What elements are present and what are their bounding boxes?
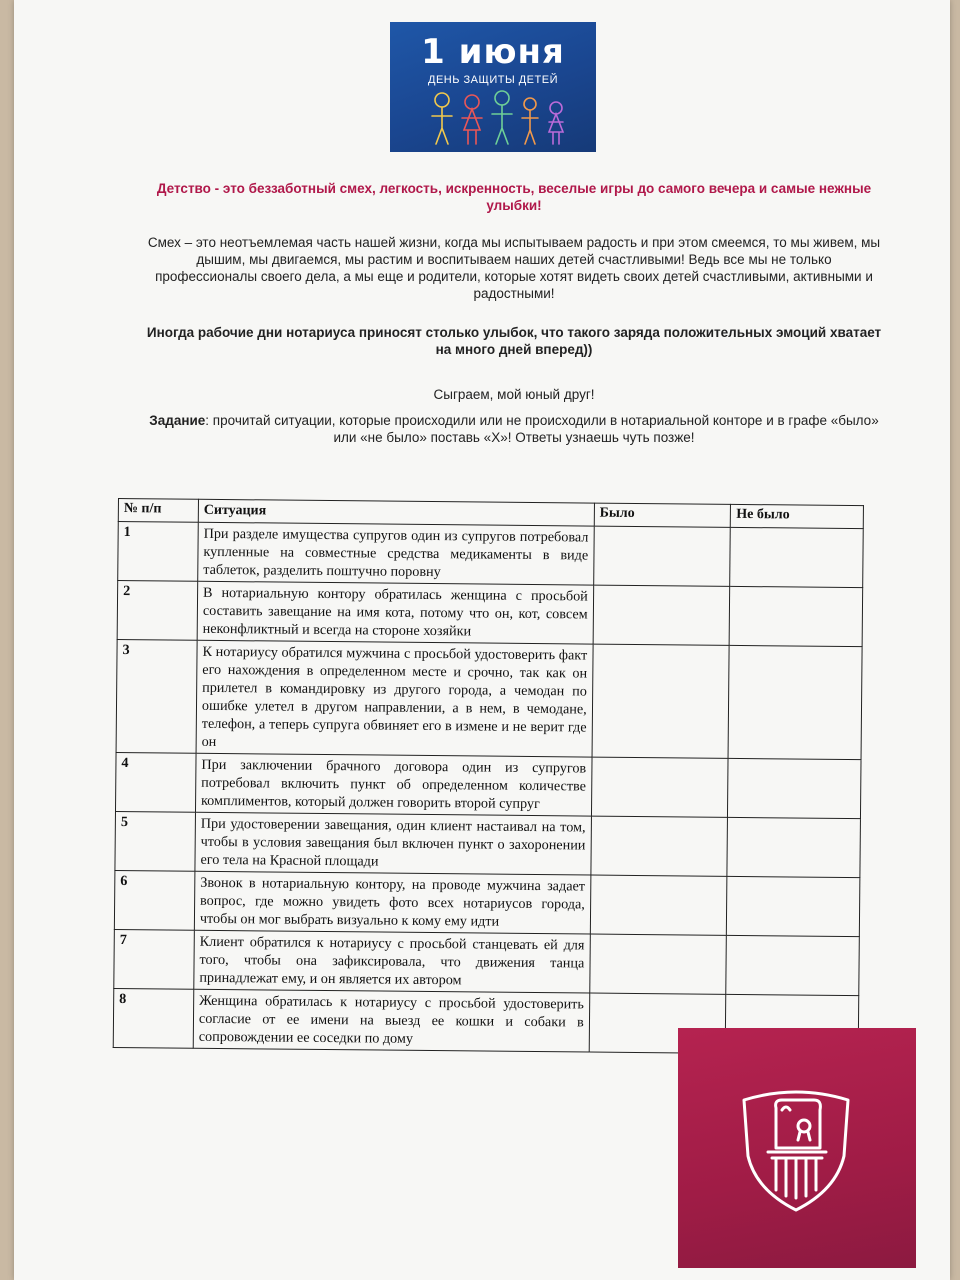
task-text: : прочитай ситуации, которые происходили или не происходили в нотариальной конторе и в графе «было» или «не было» поставь «Х»! Ответы узнаешь чуть позже!: [205, 413, 879, 445]
table-row: [115, 811, 861, 877]
was-cell[interactable]: [593, 526, 730, 586]
notary-paragraph: Иногда рабочие дни нотариуса приносят столько улыбок, что такого заряда положительных эмоций хватает на много дней вперед)): [146, 325, 882, 357]
row-situation: Женщина обратилась к нотариусу с просьбой удостоверить согласие от ее имени на выезд ее кошки и собаки в сопровождении ее соседки по дому: [193, 989, 589, 1052]
table-row: [118, 522, 864, 588]
row-number: 8: [113, 988, 194, 1048]
table-row: [114, 929, 860, 995]
task-instructions: [144, 412, 884, 446]
row-number: 3: [116, 639, 197, 753]
was-not-cell[interactable]: [729, 586, 862, 646]
was-not-cell[interactable]: [728, 645, 862, 759]
was-cell[interactable]: [591, 816, 728, 876]
situations-table: [113, 498, 864, 1055]
table-row: [115, 752, 861, 818]
was-cell[interactable]: [590, 934, 727, 994]
row-number: 4: [115, 752, 196, 812]
intro-paragraph: Смех – это неотъемлемая часть нашей жизни, когда мы испытываем радость и при этом смеемся, то мы живем, мы дышим, мы двигаемся, мы растим и воспитываем наших детей счастливыми! Ведь все мы не только профессионалы своего дела, а мы еще и родители, которые хотят видеть своих детей счастливыми, активными и радостными!: [147, 235, 881, 301]
was-not-cell[interactable]: [730, 527, 863, 587]
row-situation: При удостоверении завещания, один клиент настаивал на том, чтобы в условия завещания был включен пункт о захоронении его тела на Красной площади: [195, 812, 591, 875]
play-prompt: Сыграем, мой юный друг!: [433, 387, 595, 402]
header-was: Было: [594, 503, 731, 527]
header-was-not: Не было: [731, 504, 864, 528]
was-not-cell[interactable]: [727, 876, 860, 936]
row-situation: Клиент обратился к нотариусу с просьбой станцевать ей для того, чтобы она зафиксировала, что движения танца принадлежат ему, и он является их автором: [194, 930, 590, 993]
row-number: 1: [118, 522, 199, 582]
row-situation: Звонок в нотариальную контору, на проводе мужчина задает вопрос, где можно увидеть фото всех нотариусов города, чтобы он мог выбрать визуально к кому ему идти: [194, 871, 590, 934]
header-number: № п/п: [118, 499, 198, 523]
notary-shield-icon: [736, 1086, 856, 1214]
intro-heading: Детство - это беззаботный смех, легкость, искренность, веселые игры до самого вечера и самые нежные улыбки!: [156, 181, 872, 213]
row-situation: При заключении брачного договора один из супругов потребовал включить пункт об определенном количестве комплиментов, который должен говорить второй супруг: [195, 753, 591, 816]
row-situation: В нотариальную контору обратилась женщина с просьбой составить завещание на имя кота, потому что он, кот, совсем неконфликтный и всегда на стороне хозяйки: [197, 581, 593, 644]
was-cell[interactable]: [591, 757, 728, 817]
was-not-cell[interactable]: [728, 758, 861, 818]
row-number: 2: [117, 581, 198, 641]
row-number: 7: [114, 929, 195, 989]
row-situation: При разделе имущества супругов один из супругов потребовал купленные на совместные средства медикаменты в виде таблеток, разделить поштучно поровну: [198, 522, 594, 585]
task-label: Задание: [149, 413, 206, 428]
row-number: 5: [115, 811, 196, 871]
was-cell[interactable]: [592, 644, 730, 758]
table-row: [116, 639, 862, 759]
notary-logo-block: [678, 1028, 916, 1268]
banner-title: 1 июня: [421, 32, 565, 72]
was-cell[interactable]: [593, 585, 730, 645]
children-day-banner: [390, 22, 596, 152]
row-situation: К нотариусу обратился мужчина с просьбой удостоверить факт его нахождения в определенном месте и срочно, так как он прилетел в командировку из другого города, а чемодан по ошибке улетел в другом направлении, а в нем, в чемодане, телефон, а теперь супруга обвиняет его в измене и не верит где он: [196, 640, 593, 757]
row-number: 6: [114, 870, 195, 930]
was-not-cell[interactable]: [726, 935, 859, 995]
table-row: [117, 581, 863, 647]
children-drawing-icon: [428, 88, 568, 150]
was-cell[interactable]: [590, 875, 727, 935]
header-situation: Ситуация: [198, 499, 594, 526]
table-row: [114, 870, 860, 936]
was-not-cell[interactable]: [727, 817, 860, 877]
banner-subtitle: ДЕНЬ ЗАЩИТЫ ДЕТЕЙ: [428, 74, 558, 86]
